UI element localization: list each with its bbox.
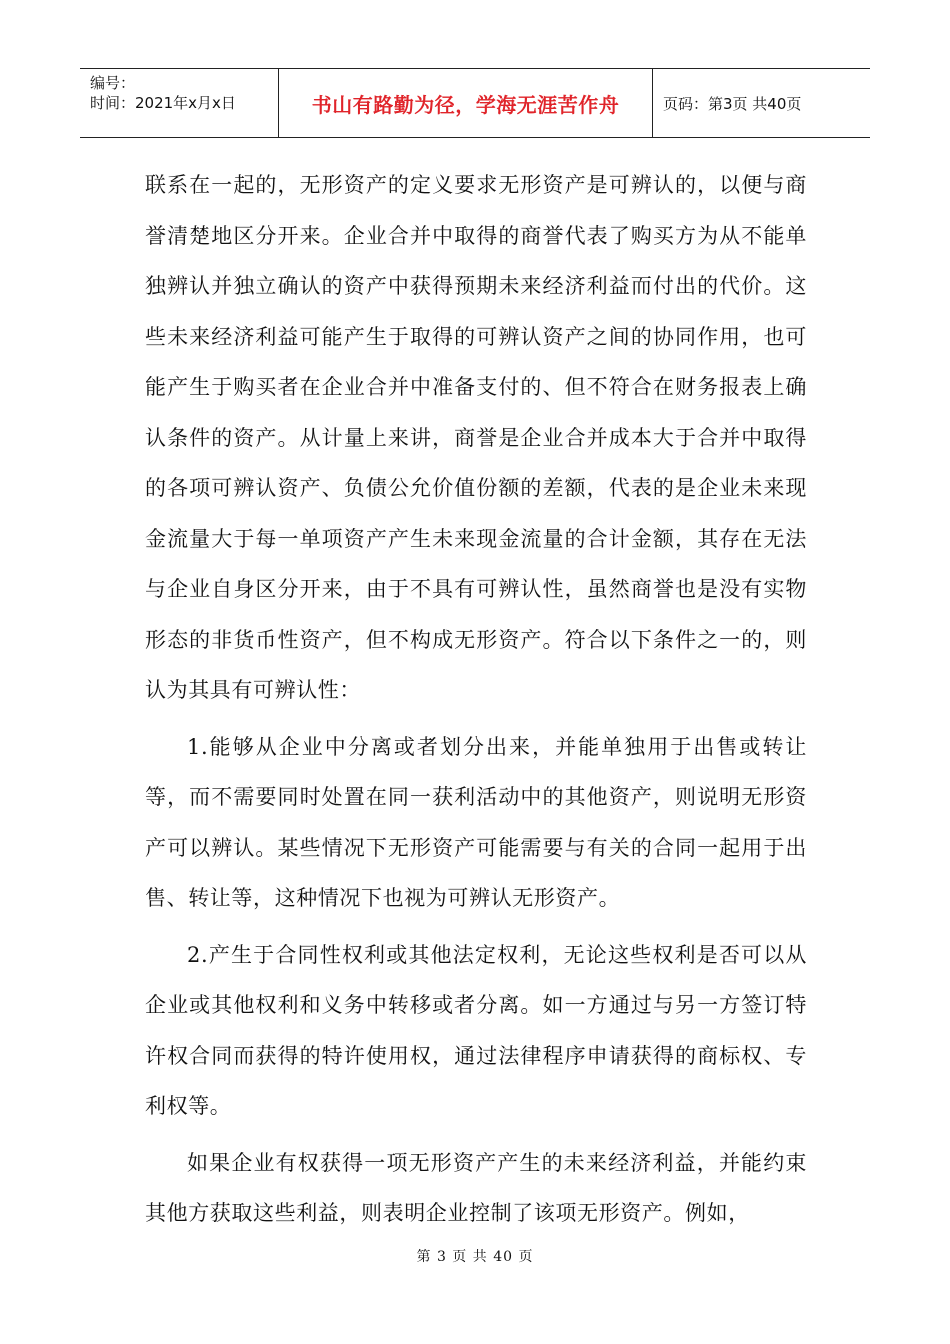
- header-page-cell: [653, 69, 870, 137]
- footer-page-number: 第 3 页 共 40 页: [416, 1249, 534, 1265]
- time-label: 时间：2021年x月x日: [90, 94, 236, 112]
- paragraph: 联系在一起的，无形资产的定义要求无形资产是可辨认的，以便与商誉清楚地区分开来。企业合并中取得的商誉代表了购买方为从不能单独辨认并独立确认的资产中获得预期未来经济利益而付出的代价。这些未来经济利益可能产生于取得的可辨认资产之间的协同作用，也可能产生于购买者在企业合并中准备支付的、但不符合在财务报表上确认条件的资产。从计量上来讲，商誉是企业合并成本大于合并中取得的各项可辨认资产、负债公允价值份额的差额，代表的是企业未来现金流量大于每一单项资产产生未来现金流量的合计金额，其存在无法与企业自身区分开来，由于不具有可辨认性，虽然商誉也是没有实物形态的非货币性资产，但不构成无形资产。符合以下条件之一的，则认为其具有可辨认性：: [145, 173, 807, 702]
- paragraph: 如果企业有权获得一项无形资产产生的未来经济利益，并能约束其他方获取这些利益，则表明企业控制了该项无形资产。例如，: [145, 1150, 807, 1225]
- header-meta-cell: [80, 69, 279, 137]
- paragraph: 2.产生于合同性权利或其他法定权利，无论这些权利是否可以从企业或其他权利和义务中转移或者分离。如一方通过与另一方签订特许权合同而获得的特许使用权，通过法律程序申请获得的商标权、专利权等。: [145, 942, 807, 1118]
- document-body: [145, 160, 807, 1239]
- page-footer: [0, 1246, 950, 1266]
- header-motto-cell: [279, 69, 653, 137]
- paragraph: 1.能够从企业中分离或者划分出来，并能单独用于出售或转让等，而不需要同时处置在同一获利活动中的其他资产，则说明无形资产可以辨认。某些情况下无形资产可能需要与有关的合同一起用于出售、转让等，这种情况下也视为可辨认无形资产。: [145, 734, 807, 910]
- motto: 书山有路勤为径，学海无涯苦作舟: [311, 92, 620, 117]
- code-label: 编号：: [90, 74, 136, 92]
- header-table: [80, 68, 870, 138]
- page-info: 页码：第3页 共40页: [663, 94, 802, 113]
